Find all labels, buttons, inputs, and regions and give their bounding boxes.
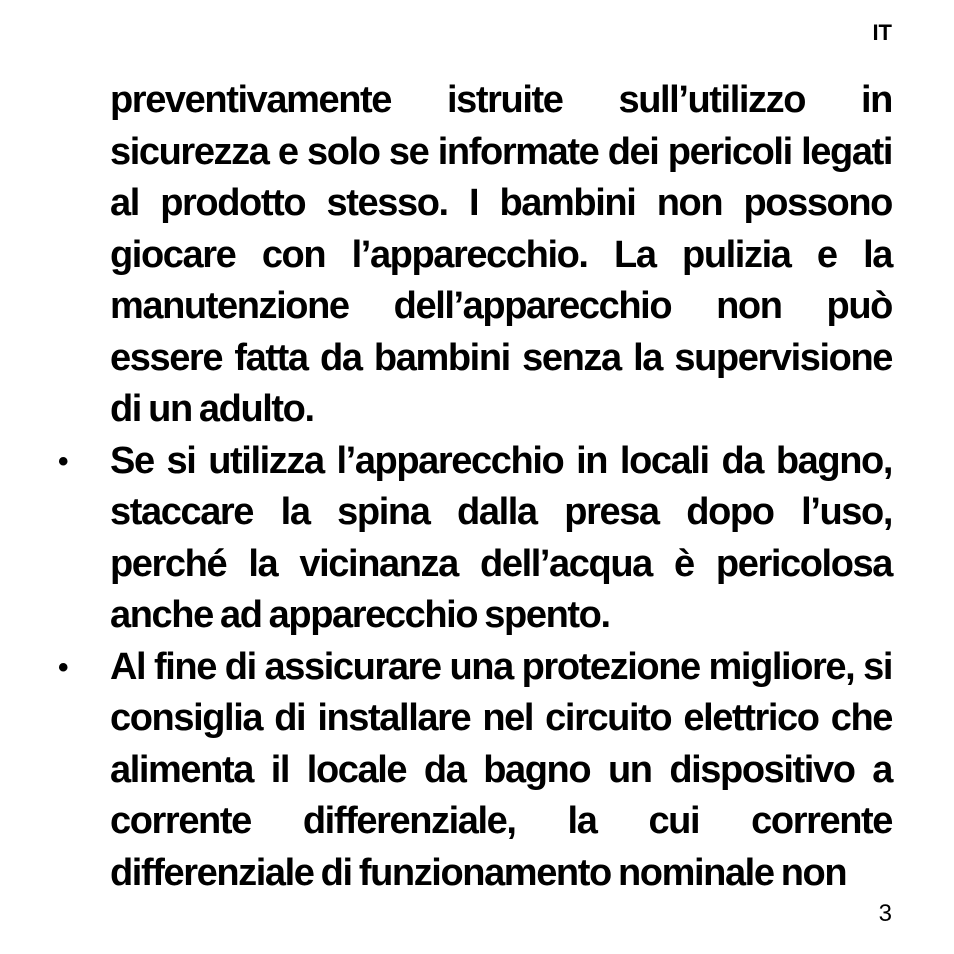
- bullet-item-residual-current-device: [58, 642, 892, 900]
- language-label: IT: [872, 20, 892, 45]
- body-text: [58, 75, 892, 899]
- bullet-text: Se si utilizza l’apparecchio in locali da bagno, staccare la spina dalla presa dopo l’uso, perché la vicinanza dell’acqua è pericolosa anche ad apparecchio spento.: [110, 439, 892, 636]
- bullet-marker: •: [58, 444, 68, 478]
- bullet-item-bathroom-unplug: [58, 436, 892, 642]
- bullet-text: Al fine di assicurare una protezione migliore, si consiglia di installare nel circuito elettrico che alimenta il locale da bagno un dispositivo a corrente differenziale, la cui corrente differenziale di funzionamento nominale non: [110, 645, 892, 894]
- intro-paragraph: preventivamente istruite sull’utilizzo in sicurezza e solo se informate dei pericoli legati al prodotto stesso. I bambini non possono giocare con l’apparecchio. La pulizia e la manutenzione dell’apparecchio non può essere fatta da bambini senza la supervisione di un adulto.: [110, 79, 892, 430]
- bullet-marker: •: [58, 650, 68, 684]
- page-number: 3: [878, 900, 892, 927]
